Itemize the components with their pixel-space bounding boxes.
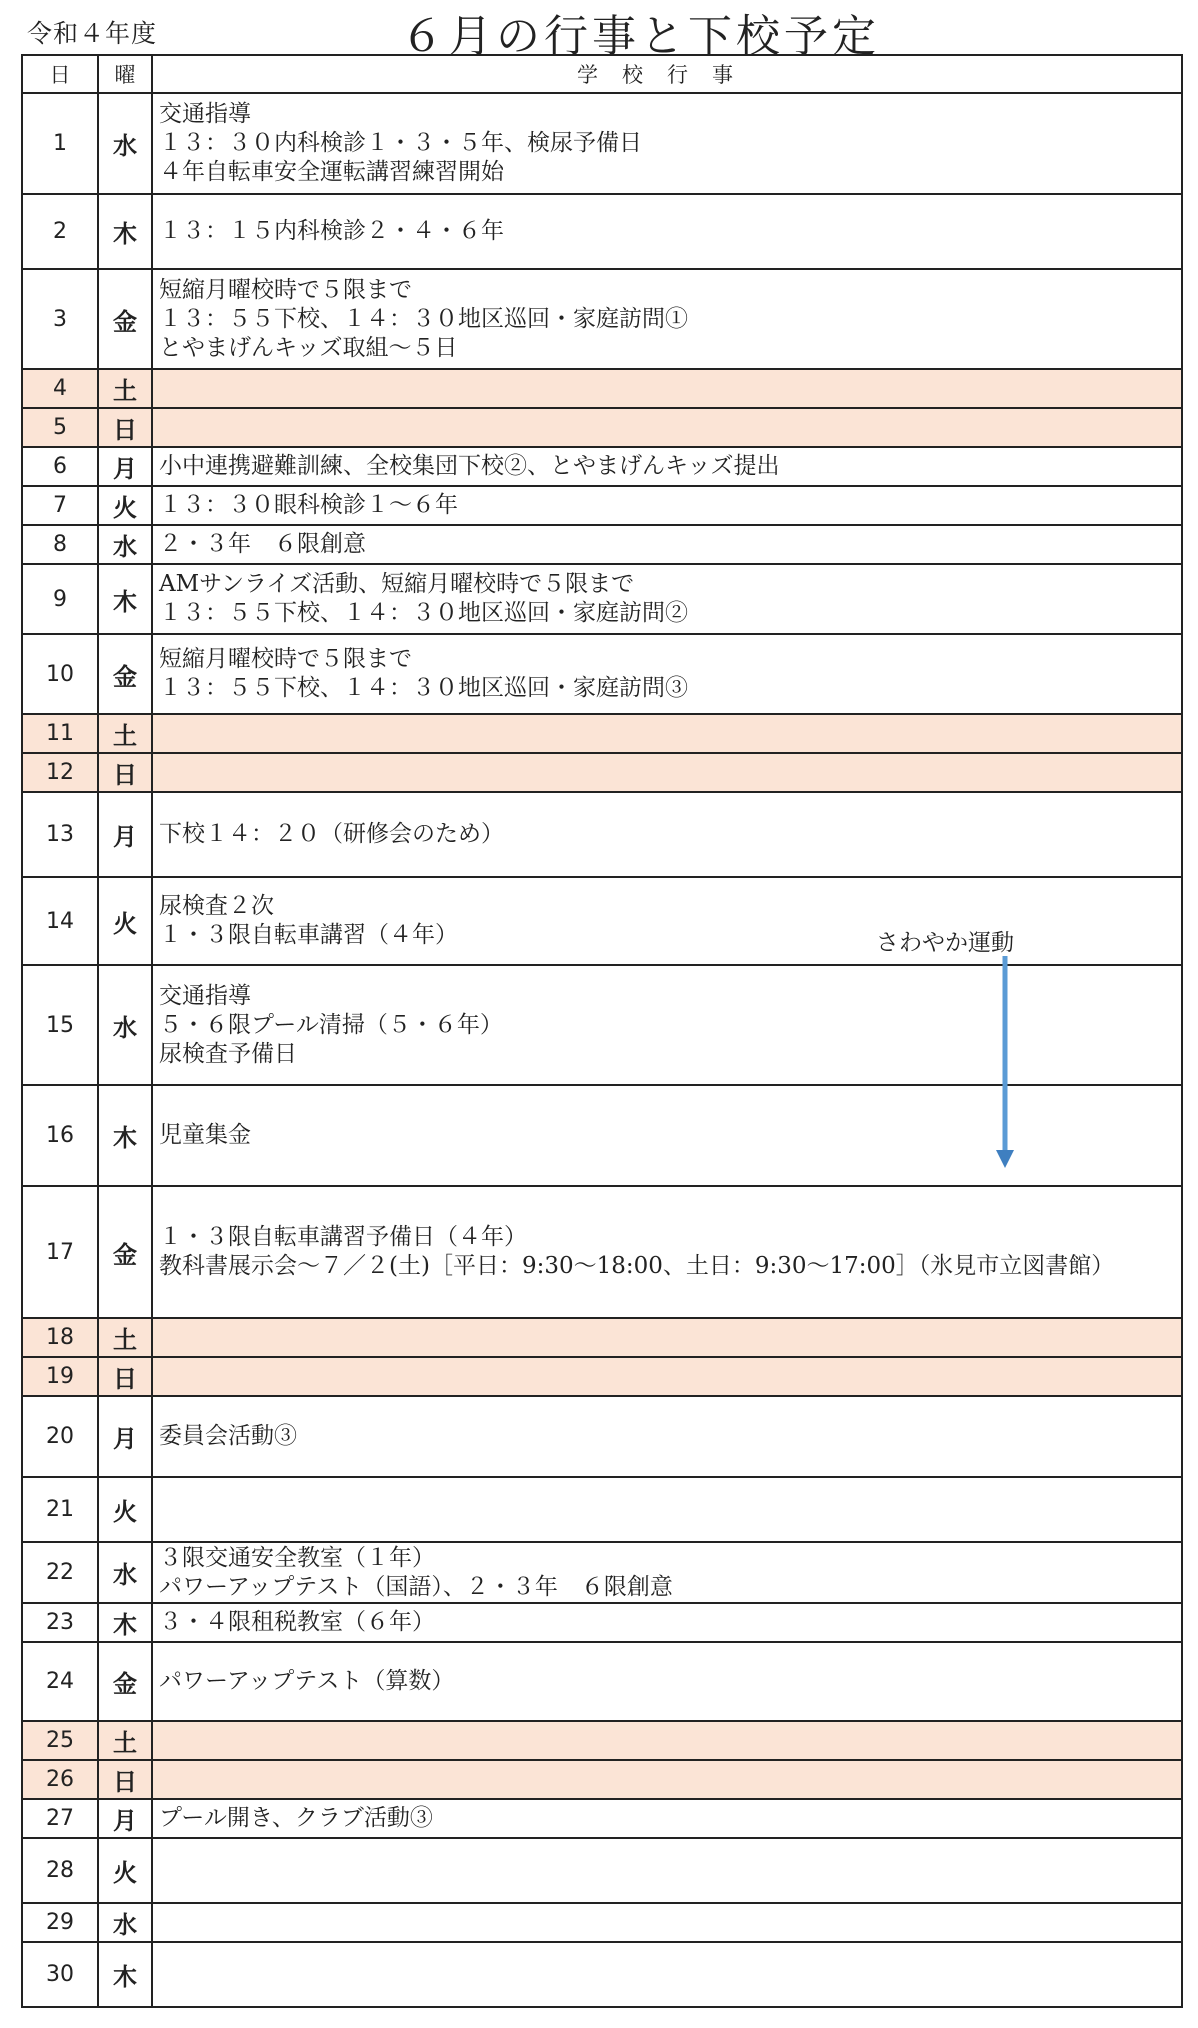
events-cell: ３限交通安全教室（１年） パワーアップテスト（国語）、２・３年 ６限創意 xyxy=(152,1542,1182,1603)
date-cell: 14 xyxy=(22,877,98,965)
weekday-cell: 木 xyxy=(98,564,152,634)
weekday-cell: 月 xyxy=(98,1799,152,1838)
weekday-cell: 金 xyxy=(98,1186,152,1318)
weekday-cell: 木 xyxy=(98,194,152,269)
weekday-cell: 木 xyxy=(98,1085,152,1186)
events-cell xyxy=(152,714,1182,753)
events-cell: 交通指導 １３：３０内科検診１・３・５年、検尿予備日 ４年自転車安全運転講習練習開始 xyxy=(152,93,1182,194)
date-cell: 18 xyxy=(22,1318,98,1357)
weekday-cell: 火 xyxy=(98,877,152,965)
weekday-cell: 金 xyxy=(98,269,152,369)
weekday-cell: 月 xyxy=(98,1396,152,1477)
date-cell: 5 xyxy=(22,408,98,447)
table-row xyxy=(22,1603,1182,1642)
events-cell xyxy=(152,1942,1182,2007)
events-column-header: 学校行事 xyxy=(152,55,1182,93)
table-row xyxy=(22,753,1182,792)
events-cell xyxy=(152,1760,1182,1799)
date-cell: 6 xyxy=(22,447,98,486)
events-cell: 交通指導 ５・６限プール清掃（５・６年） 尿検査予備日 xyxy=(152,965,1182,1085)
weekday-cell: 日 xyxy=(98,1760,152,1799)
table-row xyxy=(22,194,1182,269)
date-column-header: 日 xyxy=(22,55,98,93)
weekday-cell: 火 xyxy=(98,486,152,525)
weekday-column-header: 曜 xyxy=(98,55,152,93)
events-cell: 下校１４：２０（研修会のため） xyxy=(152,792,1182,877)
table-row xyxy=(22,1721,1182,1760)
weekday-cell: 水 xyxy=(98,525,152,564)
weekday-cell: 日 xyxy=(98,1357,152,1396)
table-row xyxy=(22,1357,1182,1396)
events-cell xyxy=(152,1477,1182,1542)
table-row xyxy=(22,447,1182,486)
table-row xyxy=(22,1642,1182,1721)
table-row xyxy=(22,486,1182,525)
date-cell: 26 xyxy=(22,1760,98,1799)
table-row xyxy=(22,369,1182,408)
date-cell: 7 xyxy=(22,486,98,525)
date-cell: 8 xyxy=(22,525,98,564)
events-cell xyxy=(152,408,1182,447)
weekday-cell: 月 xyxy=(98,792,152,877)
date-cell: 23 xyxy=(22,1603,98,1642)
date-cell: 12 xyxy=(22,753,98,792)
events-cell: 短縮月曜校時で５限まで １３：５５下校、１４：３０地区巡回・家庭訪問① とやまげんキッズ取組～５日 xyxy=(152,269,1182,369)
table-row xyxy=(22,1186,1182,1318)
weekday-cell: 土 xyxy=(98,1721,152,1760)
page-title: ６月の行事と下校予定 xyxy=(400,11,880,62)
weekday-cell: 日 xyxy=(98,408,152,447)
date-cell: 17 xyxy=(22,1186,98,1318)
weekday-cell: 火 xyxy=(98,1477,152,1542)
events-cell: パワーアップテスト（算数） xyxy=(152,1642,1182,1721)
date-cell: 25 xyxy=(22,1721,98,1760)
events-cell: AMサンライズ活動、短縮月曜校時で５限まで １３：５５下校、１４：３０地区巡回・家庭訪問② xyxy=(152,564,1182,634)
events-cell: ３・４限租税教室（６年） xyxy=(152,1603,1182,1642)
events-cell: １・３限自転車講習予備日（４年） 教科書展示会～７／２(土)［平日：9:30～18:00、土日：9:30～17:00］（氷見市立図書館） xyxy=(152,1186,1182,1318)
date-cell: 20 xyxy=(22,1396,98,1477)
table-row xyxy=(22,93,1182,194)
weekday-cell: 金 xyxy=(98,634,152,714)
weekday-cell: 火 xyxy=(98,1838,152,1903)
date-cell: 27 xyxy=(22,1799,98,1838)
events-cell: 児童集金 xyxy=(152,1085,1182,1186)
table-row xyxy=(22,408,1182,447)
date-cell: 19 xyxy=(22,1357,98,1396)
table-row xyxy=(22,525,1182,564)
table-row xyxy=(22,1396,1182,1477)
events-cell xyxy=(152,1357,1182,1396)
weekday-cell: 水 xyxy=(98,93,152,194)
events-cell xyxy=(152,1903,1182,1942)
table-row xyxy=(22,1477,1182,1542)
table-row xyxy=(22,1760,1182,1799)
date-cell: 24 xyxy=(22,1642,98,1721)
table-row xyxy=(22,1903,1182,1942)
weekday-cell: 土 xyxy=(98,714,152,753)
date-cell: 30 xyxy=(22,1942,98,2007)
table-row xyxy=(22,634,1182,714)
weekday-cell: 木 xyxy=(98,1603,152,1642)
events-cell: 短縮月曜校時で５限まで １３：５５下校、１４：３０地区巡回・家庭訪問③ xyxy=(152,634,1182,714)
events-cell: ２・３年 ６限創意 xyxy=(152,525,1182,564)
weekday-cell: 水 xyxy=(98,1542,152,1603)
date-cell: 28 xyxy=(22,1838,98,1903)
date-cell: 9 xyxy=(22,564,98,634)
date-cell: 10 xyxy=(22,634,98,714)
fiscal-year-label: 令和４年度 xyxy=(27,19,158,48)
table-row xyxy=(22,1942,1182,2007)
date-cell: 29 xyxy=(22,1903,98,1942)
weekday-cell: 金 xyxy=(98,1642,152,1721)
table-row xyxy=(22,1542,1182,1603)
events-cell xyxy=(152,753,1182,792)
events-cell: 小中連携避難訓練、全校集団下校②、とやまげんキッズ提出 xyxy=(152,447,1182,486)
table-row xyxy=(22,269,1182,369)
weekday-cell: 水 xyxy=(98,1903,152,1942)
events-cell xyxy=(152,1721,1182,1760)
table-row xyxy=(22,714,1182,753)
table-header-row xyxy=(22,55,1182,93)
down-arrow-icon xyxy=(990,956,1020,1170)
table-row xyxy=(22,792,1182,877)
weekday-cell: 木 xyxy=(98,1942,152,2007)
table-row xyxy=(22,1799,1182,1838)
events-cell xyxy=(152,1318,1182,1357)
date-cell: 22 xyxy=(22,1542,98,1603)
date-cell: 16 xyxy=(22,1085,98,1186)
weekday-cell: 月 xyxy=(98,447,152,486)
date-cell: 15 xyxy=(22,965,98,1085)
date-cell: 11 xyxy=(22,714,98,753)
weekday-cell: 日 xyxy=(98,753,152,792)
table-row xyxy=(22,1838,1182,1903)
events-cell: １３：１５内科検診２・４・６年 xyxy=(152,194,1182,269)
events-cell: プール開き、クラブ活動③ xyxy=(152,1799,1182,1838)
date-cell: 21 xyxy=(22,1477,98,1542)
table-row xyxy=(22,564,1182,634)
events-cell: 尿検査２次 １・３限自転車講習（４年） xyxy=(152,877,1182,965)
date-cell: 4 xyxy=(22,369,98,408)
date-cell: 1 xyxy=(22,93,98,194)
events-cell xyxy=(152,369,1182,408)
date-cell: 13 xyxy=(22,792,98,877)
events-cell: 委員会活動③ xyxy=(152,1396,1182,1477)
date-cell: 3 xyxy=(22,269,98,369)
date-cell: 2 xyxy=(22,194,98,269)
weekday-cell: 土 xyxy=(98,369,152,408)
annotation-label: さわやか運動 xyxy=(876,930,1014,956)
table-row xyxy=(22,1318,1182,1357)
weekday-cell: 土 xyxy=(98,1318,152,1357)
events-cell: １３：３０眼科検診１～６年 xyxy=(152,486,1182,525)
weekday-cell: 水 xyxy=(98,965,152,1085)
events-cell xyxy=(152,1838,1182,1903)
